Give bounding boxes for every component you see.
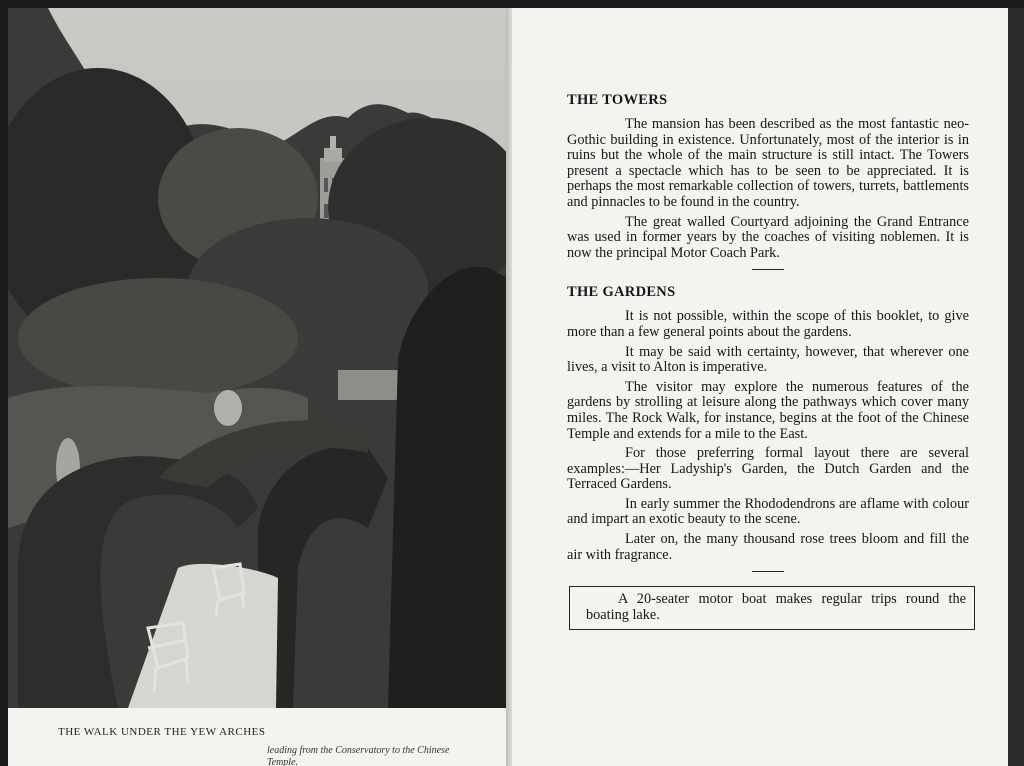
paragraph: It is not possible, within the scope of this booklet, to give more than a few general points about the gardens.	[567, 308, 969, 340]
left-page	[8, 8, 508, 766]
heading-towers: THE TOWERS	[567, 92, 668, 108]
paragraph: The mansion has been described as the most fantastic neo-Gothic building in existence. Unfortunately, most of the interior is in ruins but the whole of the main structure is still intact. The Towers present a spectacle which has to be seen to be appreciated. It is perhaps the most remarkable collection of towers, turrets, battlements and pinnacles to be found in the country.	[567, 116, 969, 210]
paragraph: For those preferring formal layout there are several examples:—Her Ladyship's Garden, the Dutch Garden and the Terraced Gardens.	[567, 445, 969, 493]
paragraph: In early summer the Rhododendrons are aflame with colour and impart an exotic beauty to the scene.	[567, 495, 969, 528]
article-content	[567, 92, 969, 630]
photo-caption-title: THE WALK UNDER THE YEW ARCHES	[58, 726, 266, 738]
page-edge-shadow	[1008, 8, 1024, 766]
paragraph: The great walled Courtyard adjoining the Grand Entrance was used in former years by the coaches of visiting noblemen. It is now the principal Motor Coach Park.	[567, 213, 969, 261]
paragraph: It may be said with certainty, however, that wherever one lives, a visit to Alton is imperative.	[567, 343, 969, 376]
paragraph: The visitor may explore the numerous features of the gardens by strolling at leisure along the pathways which cover many miles. The Rock Walk, for instance, begins at the foot of the Chinese Temple and extends for a mile to the East.	[567, 378, 969, 442]
photo-caption-subtitle: leading from the Conservatory to the Chinese Temple.	[267, 745, 450, 766]
photo-yew-arches	[8, 8, 508, 708]
heading-gardens: THE GARDENS	[567, 284, 676, 301]
photo-illustration	[8, 8, 508, 708]
right-page	[512, 8, 1012, 766]
paragraph: Later on, the many thousand rose trees bloom and fill the air with fragrance.	[567, 531, 969, 563]
boat-notice-box: A 20-seater motor boat makes regular trips round the boating lake.	[569, 586, 975, 630]
section-divider	[752, 571, 784, 572]
section-divider	[752, 269, 784, 270]
